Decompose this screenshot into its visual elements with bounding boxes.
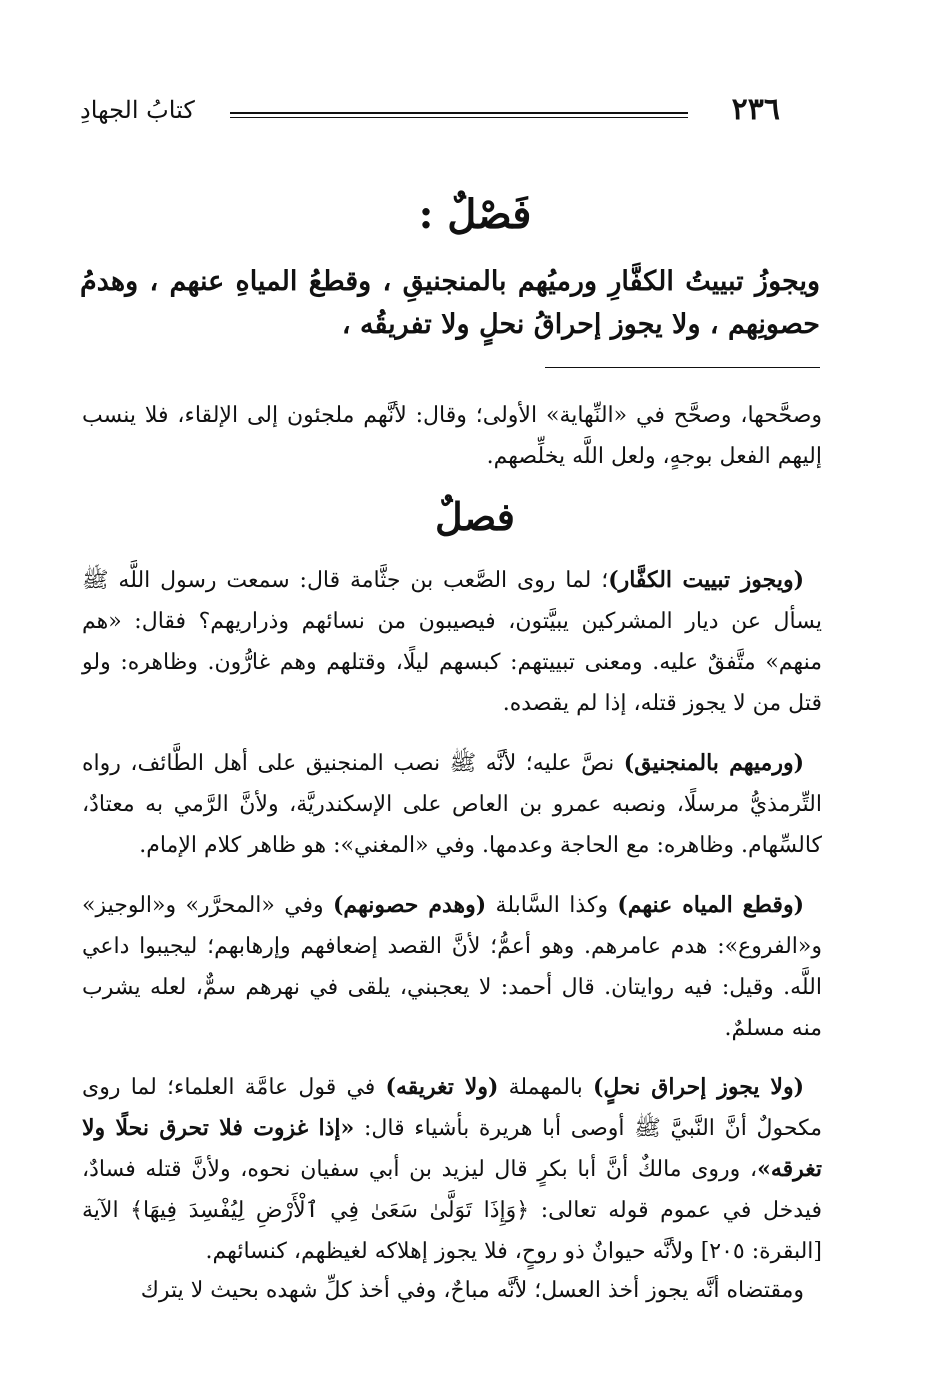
page-number: ٢٣٦ bbox=[731, 92, 780, 127]
matn-quote: (وقطع المياه عنهم) bbox=[617, 892, 804, 918]
header-rule bbox=[230, 112, 688, 114]
commentary-text: نصَّ عليه؛ لأنَّه ﷺ نصب المنجنيق على أهل الطَّائف، رواه التِّرمذيُّ مرسلًا، ونصبه عمرو بن العاص على الإسكندريَّة، ولأنَّ الرَّمي به معتادٌ، كالسِّهام. وظاهره: مع الحاجة وعدمها. وفي «المغني»: هو ظاهر كلام الإمام. bbox=[82, 751, 822, 858]
matn-text: ويجوزُ تبييتُ الكفَّارِ ورميُهم بالمنجنيقِ ، وقطعُ المياهِ عنهم ، وهدمُ حصونِهم ، ولا يجوز إحراقُ نحلٍ ولا تفريقُه ، bbox=[80, 266, 820, 340]
commentary-text: في قول عامَّة العلماء؛ لما روى مكحولٌ أنَّ النَّبيَّ ﷺ أوصى أبا هريرة بأشياء قال: bbox=[82, 1075, 823, 1141]
commentary-paragraph-5 bbox=[82, 1270, 822, 1311]
book-title: كتابُ الجهادِ bbox=[80, 96, 195, 124]
matn-quote: (وهدم حصونهم) bbox=[333, 892, 487, 918]
commentary-text: ومقتضاه أنَّه يجوز أخذ العسل؛ لأنَّه مباحٌ، وفي أخذ كلِّ شهده بحيث لا يترك bbox=[140, 1278, 804, 1303]
matn-quote: (ورميهم بالمنجنيق) bbox=[623, 750, 804, 776]
commentary-text: ، وروى مالكٌ أنَّ أبا بكرٍ قال ليزيد بن أبي سفيان نحوه، ولأنَّ قتله فسادٌ، فيدخل في عموم قوله تعالى: ﴿وَإِذَا تَوَلَّىٰ سَعَىٰ فِي ٱلْأَرْضِ لِيُفْسِدَ فِيهَا﴾ الآية [البقرة: ٢٠٥] ولأنَّه حيوانٌ ذو روحٍ، فلا يجوز إهلاكه لغيظهم، كنسائهم. bbox=[82, 1157, 822, 1264]
commentary-text: وفي «المحرَّر» و«الوجيز» و«الفروع»: هدم عامرهم. وهو أعمُّ؛ لأنَّ القصد إضعافهم وإرهابهم؛ ليجيبوا داعي اللَّه. وقيل: فيه روايتان. قال أحمد: لا يعجبني، يلقى في نهرهم سمٌّ، لعله يشرب منه مسلمٌ. bbox=[82, 893, 822, 1041]
matn-quote: (ولا يجوز إحراق نحلٍ) bbox=[593, 1074, 804, 1100]
commentary-text: ؛ لما روى الصَّعب بن جثَّامة قال: سمعت رسول اللَّه ﷺ يسأل عن ديار المشركين يبيَّتون، فيصيبون من نسائهم وذراريهم؟ فقال: «هم منهم» متَّفقٌ عليه. ومعنى تبييتهم: كبسهم ليلًا، وقتلهم وهم غارُّون. وظاهره: ولو قتل من لا يجوز قتله، إذا لم يقصده. bbox=[82, 568, 822, 716]
commentary-paragraph-3 bbox=[82, 885, 822, 1049]
commentary-paragraph-1 bbox=[82, 560, 822, 724]
commentary-paragraph-2 bbox=[82, 743, 822, 866]
matn-quote: (ولا تغريقه) bbox=[385, 1074, 499, 1100]
carryover-paragraph: وصحَّحها، وصحَّح في «النِّهاية» الأولى؛ وقال: لأنَّهم ملجئون إلى الإلقاء، فلا ينسب إليهم الفعل بوجهٍ، ولعل اللَّه يخلِّصهم. bbox=[82, 403, 822, 469]
hadith-quote: «إذا غزوت فلا تحرق نحلًا ولا تغرقه» bbox=[82, 1115, 822, 1182]
section-heading-2: فصلٌ bbox=[435, 494, 515, 539]
matn-quote: (ويجوز تبييت الكفَّار) bbox=[608, 567, 804, 593]
commentary-text: بالمهملة bbox=[498, 1075, 593, 1100]
commentary-paragraph-4 bbox=[82, 1067, 822, 1272]
running-header bbox=[80, 92, 780, 132]
commentary-text: وكذا السَّابلة bbox=[486, 893, 618, 918]
footnote-separator bbox=[545, 367, 820, 368]
section-heading-1: فَصْلٌ : bbox=[418, 191, 532, 238]
